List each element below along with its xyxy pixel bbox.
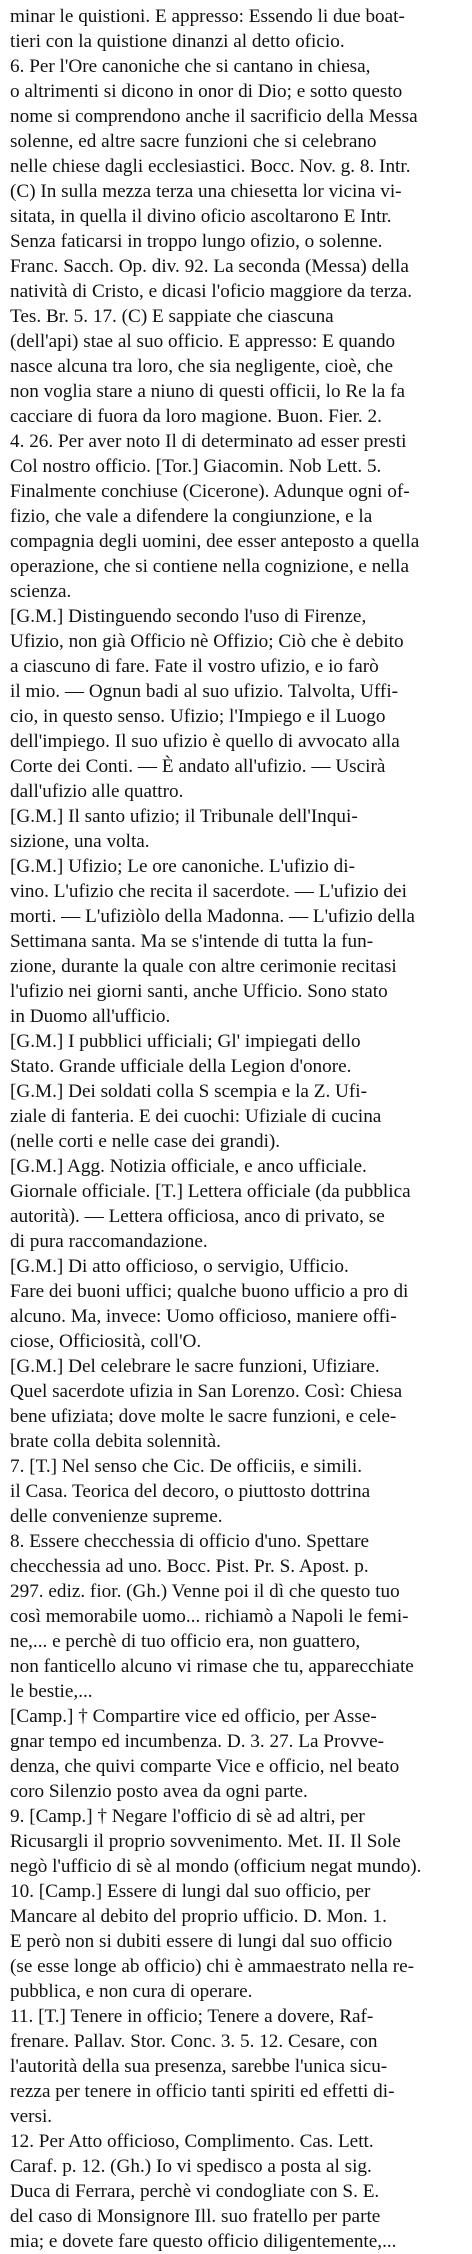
text-line: compagnia degli uomini, dee esser anteposto a quella [10, 531, 420, 552]
text-line: 297. ediz. fior. (Gh.) Venne poi il dì che questo tuo [10, 1581, 400, 1602]
text-line: versi. [10, 2106, 53, 2127]
text-line: morti. — L'ufiziòlo della Madonna. — L'ufizio della [10, 906, 415, 927]
text-line: l'autorità della sua presenza, sarebbe l'unica sicu- [10, 2056, 388, 2077]
text-line: nelle chiese dagli ecclesiastici. Bocc. Nov. g. 8. Intr. [10, 156, 411, 177]
text-line: vino. L'ufizio che recita il sacerdote. — L'ufizio dei [10, 881, 407, 902]
text-line: alcuno. Ma, invece: Uomo officioso, maniere offi- [10, 1306, 397, 1327]
text-line: solenne, ed altre sacre funzioni che si celebrano [10, 131, 377, 152]
text-line: Finalmente conchiuse (Cicerone). Adunque ogni of- [10, 481, 410, 502]
text-line: ciose, Officiosità, coll'O. [10, 1331, 202, 1352]
text-line: sitata, in quella il divino oficio ascoltarono E Intr. [10, 206, 392, 227]
text-line: (dell'api) stae al suo officio. E appresso: E quando [10, 331, 396, 352]
text-line: brate colla debita solennità. [10, 1431, 221, 1452]
text-line: Duca di Ferrara, perchè vi condogliate con S. E. [10, 2181, 380, 2202]
text-line: il mio. — Ognun badi al suo ufizio. Talvolta, Uffi- [10, 681, 399, 702]
text-line: Col nostro officio. [Tor.] Giacomin. Nob Lett. 5. [10, 456, 382, 477]
text-line: coro Silenzio posto avea da ogni parte. [10, 1781, 308, 1802]
text-line: non fanticello alcuno vi rimase che tu, apparecchiate [10, 1656, 414, 1677]
text-line: zione, durante la quale con altre cerimonie recitasi [10, 956, 397, 977]
text-line: Ricusargli il proprio sovvenimento. Met. II. Il Sole [10, 1831, 401, 1852]
text-line: (nelle corti e nelle case dei grandi). [10, 1131, 281, 1152]
text-line: il Casa. Teorica del decoro, o piuttosto dottrina [10, 1481, 371, 1502]
text-line: frenare. Pallav. Stor. Conc. 3. 5. 12. Cesare, con [10, 2031, 378, 2052]
text-line: Caraf. p. 12. (Gh.) Io vi spedisco a posta al sig. [10, 2156, 372, 2177]
text-line: 4. 26. Per aver noto Il di determinato ad esser presti [10, 431, 407, 452]
text-line: pubblica, e non cura di operare. [10, 1981, 253, 2002]
text-line: ne,... e perchè di tuo officio era, non guattero, [10, 1631, 361, 1652]
text-line: del caso di Monsignore Ill. suo fratello per parte [10, 2206, 381, 2227]
text-line: operazione, che si contiene nella cognizione, e nella [10, 556, 410, 577]
text-line: delle convenienze supreme. [10, 1506, 223, 1527]
text-line: dell'impiego. Il suo ufizio è quello di avvocato alla [10, 731, 400, 752]
text-line: Senza faticarsi in troppo lungo ofizio, o solenne. [10, 231, 383, 252]
text-line: Settimana santa. Ma se s'intende di tutta la fun- [10, 931, 374, 952]
text-line: cacciare di fuora da loro magione. Buon. Fier. 2. [10, 406, 382, 427]
text-line: autorità). — Lettera officiosa, anco di privato, se [10, 1206, 385, 1227]
text-line: Tes. Br. 5. 17. (C) E sappiate che ciascuna [10, 306, 334, 327]
text-line: Ufizio, non già Officio nè Offizio; Ciò che è debito [10, 631, 404, 652]
text-line: denza, che quivi comparte Vice e officio, nel beato [10, 1756, 400, 1777]
text-line: gnar tempo ed incumbenza. D. 3. 27. La Provve- [10, 1731, 385, 1752]
text-line: sizione, una volta. [10, 831, 150, 852]
text-line: scienza. [10, 581, 72, 602]
text-line: così memorabile uomo... richiamò a Napoli le femi- [10, 1606, 409, 1627]
text-line: Mancare al debito del proprio ufficio. D. Mon. 1. [10, 1906, 387, 1927]
text-line: 7. [T.] Nel senso che Cic. De officiis, e simili. [10, 1456, 363, 1477]
text-line: bene ufiziata; dove molte le sacre funzioni, e cele- [10, 1406, 397, 1427]
text-line: 10. [Camp.] Essere di lungi dal suo officio, per [10, 1881, 371, 1902]
text-line: dall'ufizio alle quattro. [10, 781, 184, 802]
text-line: minar le quistioni. E appresso: Essendo li due boat- [10, 6, 405, 27]
text-line: non voglia stare a niuno di questi officii, lo Re la fa [10, 381, 406, 402]
text-line: 6. Per l'Ore canoniche che si cantano in chiesa, [10, 56, 371, 77]
text-line: [G.M.] Distinguendo secondo l'uso di Firenze, [10, 606, 367, 627]
text-line: mia; e dovete fare questo officio diligentemente,... [10, 2231, 397, 2252]
text-line: 8. Essere checchessia di officio d'uno. Spettare [10, 1531, 370, 1552]
text-line: (C) In sulla mezza terza una chiesetta lor vicina vi- [10, 181, 402, 202]
text-line: [G.M.] Dei soldati colla S scempia e la Z. Ufi- [10, 1081, 368, 1102]
text-line: E però non si dubiti essere di lungi dal suo officio [10, 1931, 393, 1952]
text-line: ziale di fanteria. E dei cuochi: Ufiziale di cucina [10, 1106, 382, 1127]
text-line: 12. Per Atto officioso, Complimento. Cas. Lett. [10, 2131, 374, 2152]
text-line: Giornale officiale. [T.] Lettera officiale (da pubblica [10, 1181, 411, 1202]
text-line: [G.M.] Di atto officioso, o servigio, Ufficio. [10, 1256, 349, 1277]
text-line: l'ufizio nei giorni santi, anche Ufficio. Sono stato [10, 981, 388, 1002]
text-line: le bestie,... [10, 1681, 93, 1702]
text-line: Quel sacerdote ufizia in San Lorenzo. Così: Chiesa [10, 1381, 403, 1402]
text-line: rezza per tenere in officio tanti spiriti ed effetti di- [10, 2081, 395, 2102]
text-line: fizio, che vale a difendere la congiunzione, e la [10, 506, 373, 527]
text-line: [G.M.] I pubblici ufficiali; Gl' impiegati dello [10, 1031, 361, 1052]
text-line: Franc. Sacch. Op. div. 92. La seconda (Messa) della [10, 256, 409, 277]
text-line: 11. [T.] Tenere in officio; Tenere a dovere, Raf- [10, 2006, 374, 2027]
text-line: natività di Cristo, e dicasi l'oficio maggiore da terza. [10, 281, 413, 302]
text-line: a ciascuno di fare. Fate il vostro ufizio, e io farò [10, 656, 379, 677]
text-line: tieri con la quistione dinanzi al detto oficio. [10, 31, 345, 52]
text-line: Stato. Grande ufficiale della Legion d'onore. [10, 1056, 352, 1077]
text-line: o altrimenti si dicono in onor di Dio; e sotto questo [10, 81, 403, 102]
text-line: [G.M.] Del celebrare le sacre funzioni, Ufiziare. [10, 1356, 380, 1377]
text-line: nome si comprendono anche il sacrificio della Messa [10, 106, 418, 127]
text-line: [G.M.] Il santo ufizio; il Tribunale dell'Inqui- [10, 806, 358, 827]
text-line: [G.M.] Agg. Notizia officiale, e anco ufficiale. [10, 1156, 367, 1177]
text-line: checchessia ad uno. Bocc. Pist. Pr. S. Apost. p. [10, 1556, 369, 1577]
text-line: Fare dei buoni uffici; qualche buono ufficio a pro di [10, 1281, 409, 1302]
text-line: [G.M.] Ufizio; Le ore canoniche. L'ufizio di- [10, 856, 355, 877]
text-line: negò l'ufficio di sè al mondo (officium negat mundo). [10, 1856, 422, 1877]
text-line: cio, in questo senso. Ufizio; l'Impiego e il Luogo [10, 706, 386, 727]
text-line: Corte dei Conti. — È andato all'ufizio. — Uscirà [10, 756, 386, 777]
text-line: (se esse longe ab officio) chi è ammaestrato nella re- [10, 1956, 415, 1977]
text-line: nasce alcuna tra loro, che sia negligente, cioè, che [10, 356, 394, 377]
text-line: in Duomo all'ufficio. [10, 1006, 171, 1027]
text-line: [Camp.] † Compartire vice ed officio, per Asse- [10, 1706, 377, 1727]
text-line: di pura raccomandazione. [10, 1231, 208, 1252]
text-line: 9. [Camp.] † Negare l'officio di sè ad altri, per [10, 1806, 365, 1827]
